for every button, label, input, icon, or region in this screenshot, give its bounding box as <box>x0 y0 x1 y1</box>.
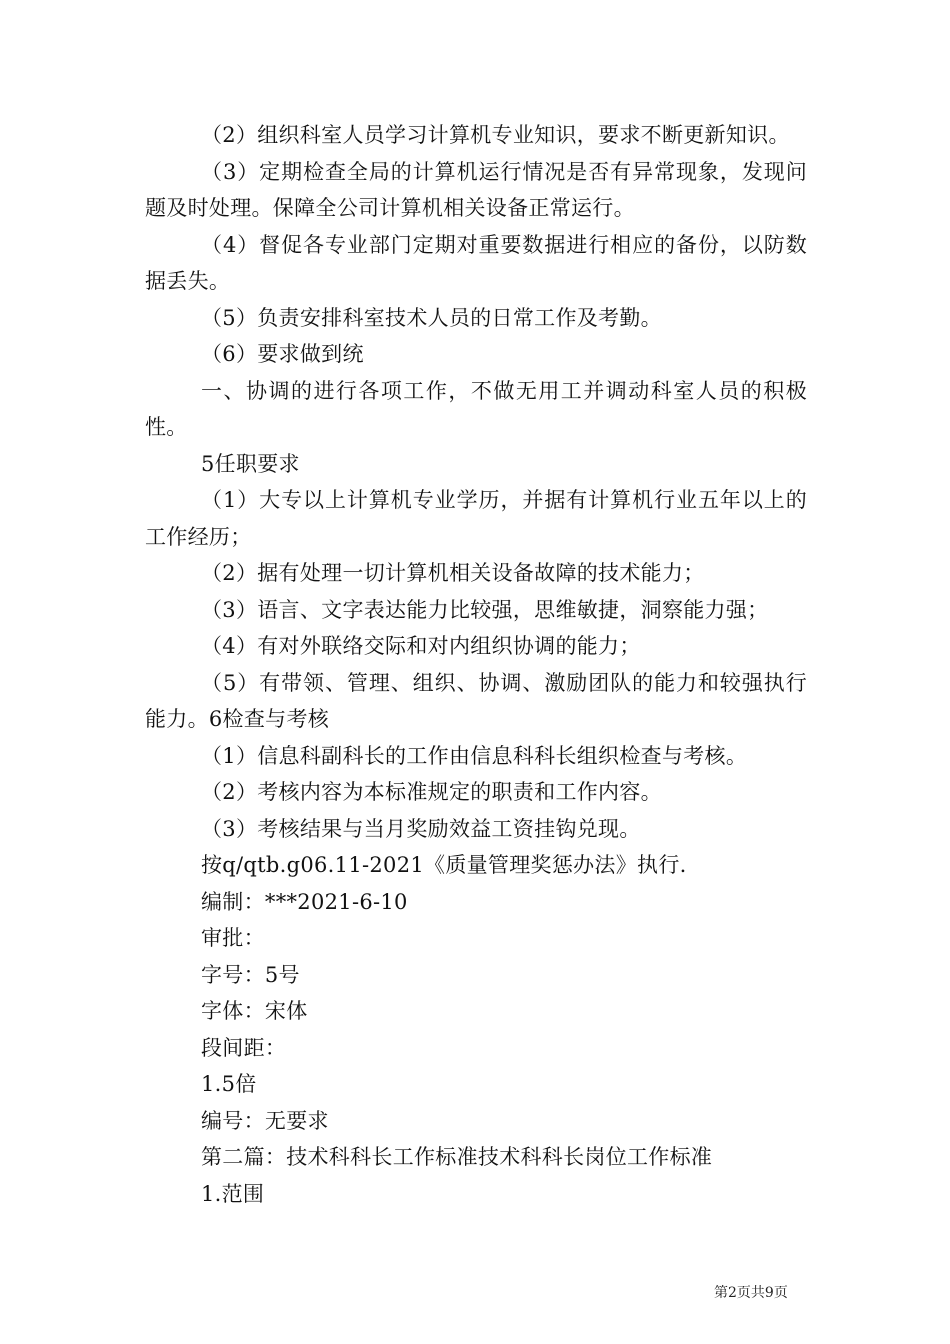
paragraph: 审批： <box>201 926 265 950</box>
paragraph: 字体：宋体 <box>201 999 308 1023</box>
section-heading: 5任职要求 <box>201 451 300 476</box>
paragraph: （6）要求做到统 <box>201 342 364 366</box>
paragraph: 字号：5号 <box>201 962 300 987</box>
paragraph: 1.5倍 <box>201 1072 257 1096</box>
section-heading: 第二篇：技术科科长工作标准技术科科长岗位工作标准 <box>201 1145 713 1169</box>
paragraph: （1）信息科副科长的工作由信息科科长组织检查与考核。 <box>201 743 748 768</box>
paragraph: 编号：无要求 <box>201 1108 329 1133</box>
paragraph: （4）有对外联络交际和对内组织协调的能力； <box>201 634 641 658</box>
paragraph: （4）督促各专业部门定期对重要数据进行相应的备份，以防数据丢失。 <box>145 232 807 293</box>
paragraph: （5）有带领、管理、组织、协调、激励团队的能力和较强执行能力。6检查与考核 <box>145 670 807 731</box>
paragraph: 按q/qtb.g06.11-2021《质量管理奖惩办法》执行. <box>201 853 687 877</box>
paragraph: （2）考核内容为本标准规定的职责和工作内容。 <box>201 780 662 804</box>
paragraph: 编制：***2021-6-10 <box>201 889 408 914</box>
page-number-footer: 第2页共9页 <box>714 1285 788 1301</box>
paragraph: （2）组织科室人员学习计算机专业知识，要求不断更新知识。 <box>201 123 790 147</box>
paragraph: （3）考核结果与当月奖励效益工资挂钩兑现。 <box>201 816 641 841</box>
paragraph: （1）大专以上计算机专业学历，并据有计算机行业五年以上的工作经历； <box>145 488 807 549</box>
paragraph: （2）据有处理一切计算机相关设备故障的技术能力； <box>201 561 705 585</box>
paragraph: （3）语言、文字表达能力比较强，思维敏捷，洞察能力强； <box>201 597 769 622</box>
section-heading: 1.范围 <box>201 1181 265 1206</box>
paragraph: （5）负责安排科室技术人员的日常工作及考勤。 <box>201 305 662 330</box>
paragraph: 段间距： <box>201 1035 287 1060</box>
paragraph: （3）定期检查全局的计算机运行情况是否有异常现象，发现问题及时处理。保障全公司计算机相关设备正常运行。 <box>145 159 807 220</box>
document-body <box>145 117 807 1212</box>
paragraph: 一、协调的进行各项工作，不做无用工并调动科室人员的积极性。 <box>145 378 807 439</box>
